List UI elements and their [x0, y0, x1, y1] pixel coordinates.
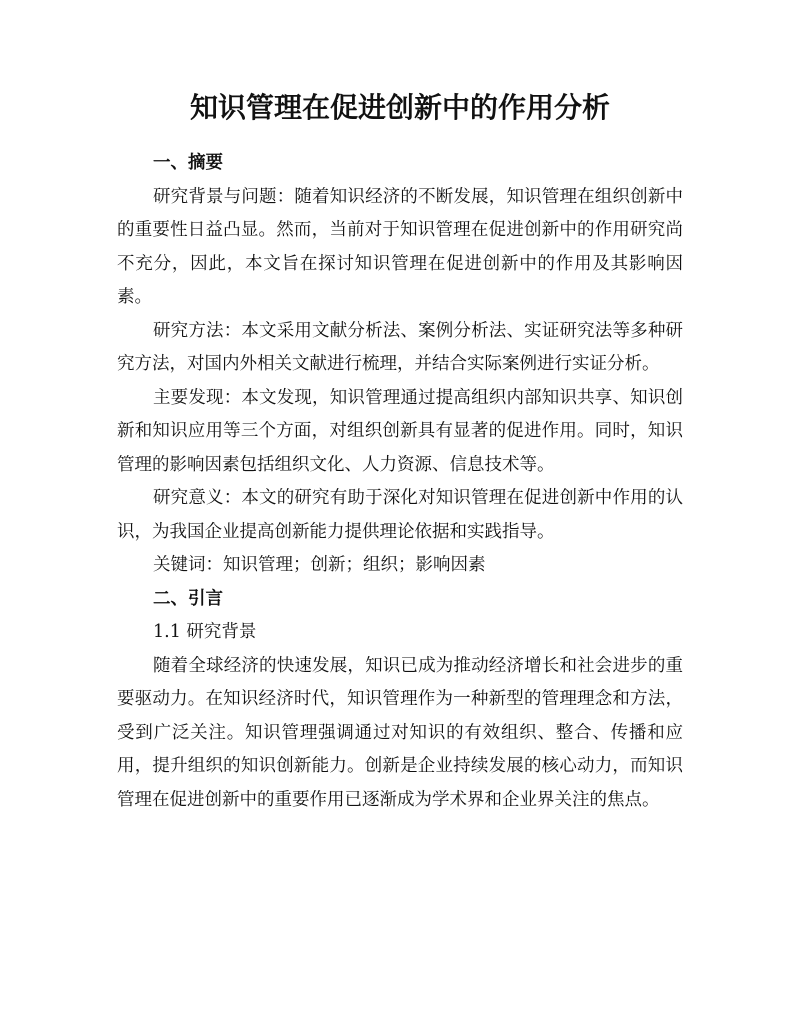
section-heading-introduction: 二、引言 — [153, 588, 223, 609]
abstract-background-paragraph: 研究背景与问题：随着知识经济的不断发展，知识管理在组织创新中的重要性日益凸显。然而，当前对于知识管理在促进创新中的作用研究尚不充分，因此，本文旨在探讨知识管理在促进创新中的作用及其影响因素。 — [117, 186, 683, 307]
abstract-findings-paragraph: 主要发现：本文发现，知识管理通过提高组织内部知识共享、知识创新和知识应用等三个方面，对组织创新具有显著的促进作用。同时，知识管理的影响因素包括组织文化、人力资源、信息技术等。 — [117, 387, 683, 475]
subsection-heading-background: 1.1 研究背景 — [153, 622, 257, 642]
keywords-line: 关键词：知识管理；创新；组织；影响因素 — [153, 555, 486, 575]
abstract-methods-paragraph: 研究方法：本文采用文献分析法、案例分析法、实证研究法等多种研究方法，对国内外相关文献进行梳理，并结合实际案例进行实证分析。 — [117, 320, 683, 374]
section-heading-abstract: 一、摘要 — [153, 153, 223, 173]
introduction-background-paragraph: 随着全球经济的快速发展，知识已成为推动经济增长和社会进步的重要驱动力。在知识经济时代，知识管理作为一种新型的管理理念和方法，受到广泛关注。知识管理强调通过对知识的有效组织、整合、传播和应用，提升组织的知识创新能力。创新是企业持续发展的核心动力，而知识管理在促进创新中的重要作用已逐渐成为学术界和企业界关注的焦点。 — [117, 655, 683, 810]
document-title: 知识管理在促进创新中的作用分析 — [189, 91, 610, 124]
document-body — [117, 147, 683, 817]
abstract-significance-paragraph: 研究意义：本文的研究有助于深化对知识管理在促进创新中作用的认识，为我国企业提高创新能力提供理论依据和实践指导。 — [117, 488, 683, 542]
